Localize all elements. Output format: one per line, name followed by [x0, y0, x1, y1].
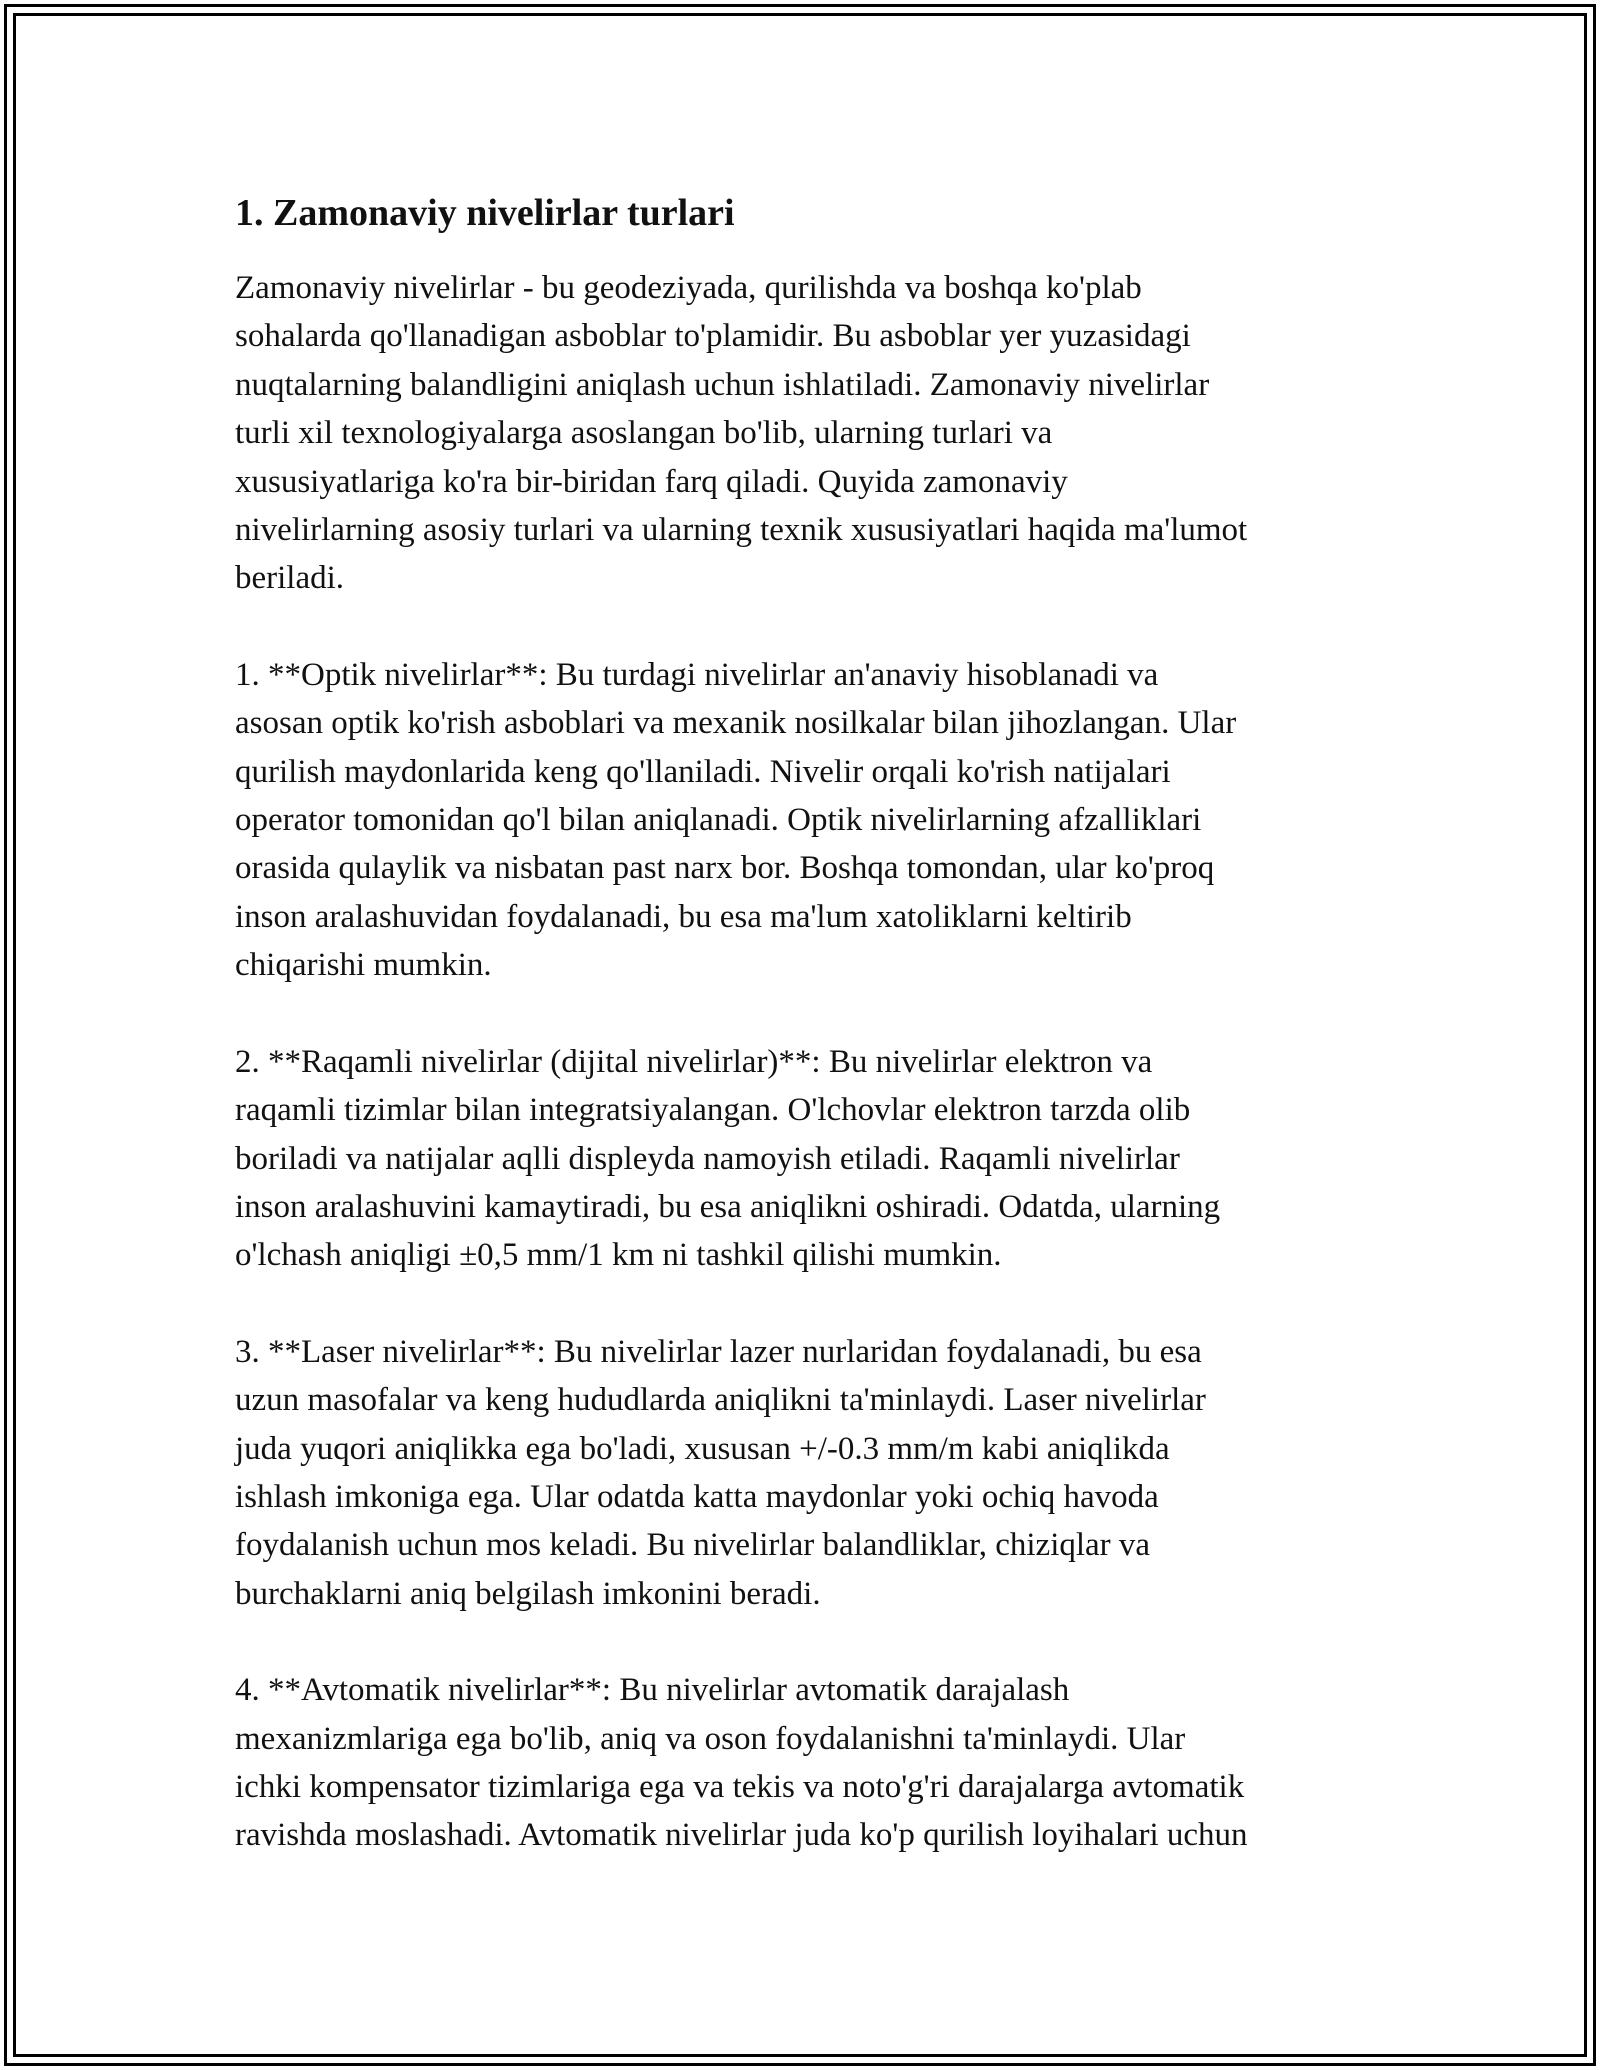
paragraph: [235, 264, 1370, 603]
text-line: 1. **Optik nivelirlar**: Bu turdagi nivelirlar an'anaviy hisoblanadi va: [235, 656, 1159, 693]
text-line: qurilish maydonlarida keng qo'llaniladi. Nivelir orqali ko'rish natijalari: [235, 753, 1171, 790]
text-line: ishlash imkoniga ega. Ular odatda katta maydonlar yoki ochiq havoda: [235, 1478, 1159, 1515]
text-line: ichki kompensator tizimlariga ega va tekis va noto'g'ri darajalarga avtomatik: [235, 1768, 1245, 1805]
text-line: Zamonaviy nivelirlar - bu geodeziyada, qurilishda va boshqa ko'plab: [235, 270, 1142, 306]
text-line: chiqarishi mumkin.: [235, 947, 492, 984]
paragraph: [235, 1038, 1370, 1280]
text-line: turli xil texnologiyalarga asoslangan bo'lib, ularning turlari va: [235, 415, 1053, 452]
text-line: uzun masofalar va keng hududlarda aniqlikni ta'minlaydi. Laser nivelirlar: [235, 1382, 1206, 1419]
text-line: inson aralashuvidan foydalanadi, bu esa ma'lum xatoliklarni keltirib: [235, 898, 1132, 935]
text-line: 2. **Raqamli nivelirlar (dijital nivelirlar)**: Bu nivelirlar elektron va: [235, 1043, 1153, 1080]
document-body: [235, 188, 1370, 1908]
paragraph: [235, 1328, 1370, 1618]
text-line: inson aralashuvini kamaytiradi, bu esa aniqlikni oshiradi. Odatda, ularning: [235, 1188, 1221, 1225]
paragraph: [235, 1666, 1370, 1860]
text-line: nivelirlarning asosiy turlari va ularning texnik xususiyatlari haqida ma'lumot: [235, 512, 1248, 549]
text-line: 3. **Laser nivelirlar**: Bu nivelirlar lazer nurlaridan foydalanadi, bu esa: [235, 1333, 1202, 1370]
text-line: juda yuqori aniqlikka ega bo'ladi, xususan +/-0.3 mm/m kabi aniqlikda: [235, 1430, 1170, 1467]
text-line: 4. **Avtomatik nivelirlar**: Bu nivelirlar avtomatik darajalash: [235, 1672, 1070, 1709]
text-line: o'lchash aniqligi ±0,5 mm/1 km ni tashkil qilishi mumkin.: [235, 1237, 1002, 1274]
paragraph-list: [235, 264, 1370, 1860]
text-line: foydalanish uchun mos keladi. Bu nivelirlar balandliklar, chiziqlar va: [235, 1527, 1151, 1564]
text-line: raqamli tizimlar bilan integratsiyalangan. O'lchovlar elektron tarzda olib: [235, 1092, 1191, 1129]
text-line: boriladi va natijalar aqlli displeyda namoyish etiladi. Raqamli nivelirlar: [235, 1140, 1180, 1177]
paragraph: [235, 651, 1370, 990]
text-line: ravishda moslashadi. Avtomatik nivelirlar juda ko'p qurilish loyihalari uchun: [235, 1817, 1248, 1854]
text-line: burchaklarni aniq belgilash imkonini beradi.: [235, 1575, 821, 1612]
text-line: xususiyatlariga ko'ra bir-biridan farq qiladi. Quyida zamonaviy: [235, 463, 1068, 500]
text-line: orasida qulaylik va nisbatan past narx bor. Boshqa tomondan, ular ko'proq: [235, 850, 1215, 887]
document-title: 1. Zamonaviy nivelirlar turlari: [235, 192, 735, 234]
text-line: mexanizmlariga ega bo'lib, aniq va oson foydalanishni ta'minlaydi. Ular: [235, 1720, 1186, 1757]
text-line: operator tomonidan qo'l bilan aniqlanadi. Optik nivelirlarning afzalliklari: [235, 802, 1202, 839]
text-line: nuqtalarning balandligini aniqlash uchun ishlatiladi. Zamonaviy nivelirlar: [235, 366, 1210, 403]
text-line: asosan optik ko'rish asboblari va mexanik nosilkalar bilan jihozlangan. Ular: [235, 705, 1237, 742]
text-line: beriladi.: [235, 560, 345, 597]
text-line: sohalarda qo'llanadigan asboblar to'plamidir. Bu asboblar yer yuzasidagi: [235, 318, 1191, 355]
